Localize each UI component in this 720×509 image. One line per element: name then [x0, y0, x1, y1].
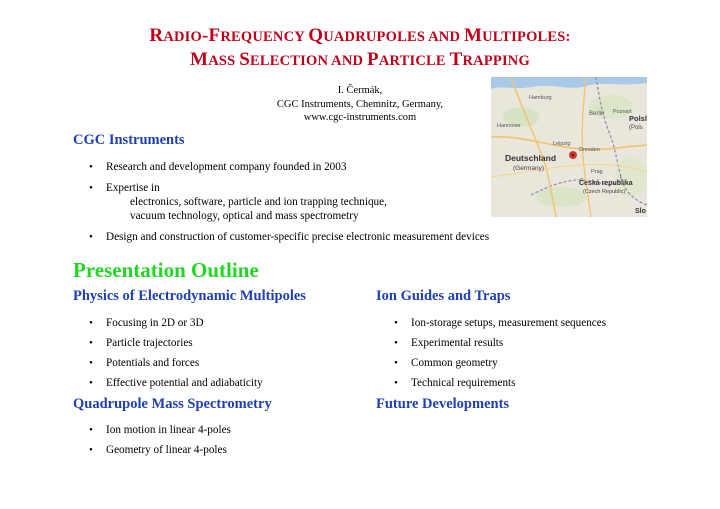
bullet-dot: •	[394, 337, 398, 349]
physics-item-3-text: Potentials and forces	[106, 357, 200, 369]
bullet-dot: •	[89, 182, 93, 194]
map-label-cz: Česká republika	[579, 180, 633, 187]
physics-item-4-text: Effective potential and adiabaticity	[106, 377, 263, 389]
cgc-bullet-2-sub-2: vacuum technology, optical and mass spectrometry	[130, 210, 359, 222]
bullet-dot: •	[89, 357, 93, 369]
map-label-leipzig: Leipzig	[553, 141, 571, 147]
bullet-dot: •	[394, 357, 398, 369]
author-name: I. Čermák,	[337, 85, 383, 96]
bullet-dot: •	[394, 317, 398, 329]
map-label-de: Deutschland	[505, 153, 557, 163]
map-label-de-en: (Germany)	[513, 165, 545, 172]
map-label-hannover: Hannover	[497, 123, 521, 129]
outline-heading: Presentation Outline	[73, 258, 259, 282]
bullet-dot: •	[394, 377, 398, 389]
title-1-seg-2: QUADRUPOLES AND	[308, 25, 464, 46]
map-label-prag: Prag	[591, 169, 603, 175]
map-label-sk: Slo	[635, 208, 646, 215]
cgc-bullet-2-text: Expertise in	[106, 182, 160, 194]
bullet-dot: •	[89, 161, 93, 173]
title-2-seg-3: TRAPPING	[449, 49, 530, 70]
section-future-heading: Future Developments	[376, 396, 510, 412]
map-label-cz-en: (Czech Republic)	[583, 189, 626, 195]
section-ion-guides-heading: Ion Guides and Traps	[376, 288, 511, 304]
map-label-pl: Polsl	[629, 114, 647, 123]
author-url[interactable]: www.cgc-instruments.com	[303, 112, 417, 123]
bullet-dot: •	[89, 337, 93, 349]
bullet-dot: •	[89, 231, 93, 243]
title-1-seg-3: MULTIPOLES:	[463, 25, 571, 46]
map-label-hamburg: Hamburg	[529, 95, 552, 101]
physics-item-1-text: Focusing in 2D or 3D	[106, 317, 204, 329]
ion-item-1-text: Ion-storage setups, measurement sequences	[411, 317, 607, 329]
section-qms-heading: Quadrupole Mass Spectrometry	[73, 396, 272, 412]
bullet-dot: •	[89, 377, 93, 389]
ion-item-3-text: Common geometry	[411, 357, 498, 369]
title-2-seg-2: PARTICLE	[367, 49, 450, 70]
section-physics-heading: Physics of Electrodynamic Multipoles	[73, 288, 306, 304]
title-2-seg-0: MASS	[190, 49, 240, 70]
map-label-poznan: Poznań	[613, 109, 632, 115]
bullet-dot: •	[89, 424, 93, 436]
title-2-seg-1: SELECTION AND	[239, 49, 368, 70]
location-map	[491, 77, 647, 217]
ion-item-2-text: Experimental results	[411, 337, 504, 349]
title-line-2	[0, 48, 720, 73]
bullet-dot: •	[89, 444, 93, 456]
title-1-seg-0: RADIO	[149, 25, 202, 46]
bullet-dot: •	[89, 317, 93, 329]
qms-item-1-text: Ion motion in linear 4-poles	[106, 424, 231, 436]
map-svg	[491, 77, 647, 217]
qms-item-2-text: Geometry of linear 4-poles	[106, 444, 227, 456]
ion-item-4-text: Technical requirements	[411, 377, 516, 389]
cgc-bullet-3-text: Design and construction of customer-specific precise electronic measurement devices	[106, 231, 490, 243]
physics-item-2-text: Particle trajectories	[106, 337, 193, 349]
author-affiliation: CGC Instruments, Chemnitz, Germany,	[276, 98, 444, 110]
map-label-pl-en: (Pols	[629, 125, 643, 131]
cgc-bullet-2-sub-1: electronics, software, particle and ion trapping technique,	[130, 196, 387, 208]
title-line-1	[0, 24, 720, 49]
cgc-bullet-1-text: Research and development company founded in 2003	[106, 161, 347, 173]
map-label-berlin: Berlin	[589, 111, 605, 117]
map-label-dresden: Dresden	[579, 147, 600, 153]
title-1-seg-1: -FREQUENCY	[201, 25, 309, 46]
cgc-heading: CGC Instruments	[73, 132, 185, 148]
